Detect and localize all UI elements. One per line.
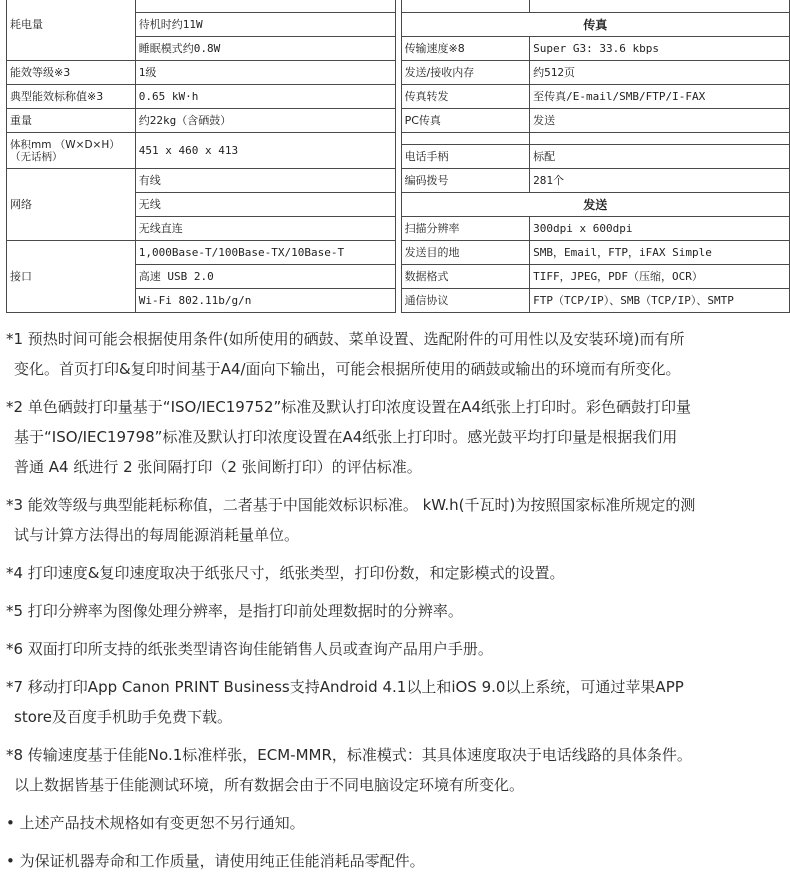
network-value: 无线直连 bbox=[135, 217, 395, 241]
weight-label: 重量 bbox=[7, 109, 136, 133]
fax-row-value: 发送 bbox=[530, 109, 790, 133]
send-row-value: 300dpi x 600dpi bbox=[530, 217, 790, 241]
fax-row-label: 编码拨号 bbox=[401, 169, 530, 193]
footnote: *8 传输速度基于佳能No.1标准样张，ECM-MMR，标准模式：其具体速度取决于电话线路的具体条件。 以上数据皆基于佳能测试环境，所有数据会由于不同电脑设定环境有所变化。 bbox=[6, 746, 692, 794]
fax-row-label: PC传真 bbox=[401, 109, 530, 133]
dimensions-value: 451 x 460 x 413 bbox=[135, 133, 395, 169]
fax-row-value: 至传真/E-mail/SMB/FTP/I-FAX bbox=[530, 85, 790, 109]
power-value: 睡眠模式约0.8W bbox=[135, 37, 395, 61]
footnote: *4 打印速度&复印速度取决于纸张尺寸，纸张类型，打印份数，和定影模式的设置。 bbox=[6, 564, 565, 582]
network-value: 有线 bbox=[135, 169, 395, 193]
fax-row-label: 传真转发 bbox=[401, 85, 530, 109]
interface-value: 1,000Base-T/100Base-TX/10Base-T bbox=[135, 241, 395, 265]
fax-row-value: 标配 bbox=[530, 145, 790, 169]
energy-grade-value: 1级 bbox=[135, 61, 395, 85]
dimensions-label: 体积mm （W×D×H）（无话柄） bbox=[7, 133, 136, 169]
footnote: *1 预热时间可能会根据使用条件(如所使用的硒鼓、菜单设置、选配附件的可用性以及安装环境)而有所 变化。首页打印&复印时间基于A4/面向下输出，可能会根据所使用的硒鼓或输出的环境而有所变化。 bbox=[6, 330, 685, 378]
fax-row-label: 传输速度※8 bbox=[401, 37, 530, 61]
send-row-label: 数据格式 bbox=[401, 265, 530, 289]
tec-label: 典型能效标称值※3 bbox=[7, 85, 136, 109]
energy-grade-label: 能效等级※3 bbox=[7, 61, 136, 85]
fax-row-label: 电话手柄 bbox=[401, 145, 530, 169]
network-value: 无线 bbox=[135, 193, 395, 217]
fax-row-value: Super G3: 33.6 kbps bbox=[530, 37, 790, 61]
disclaimer: • 上述产品技术规格如有变更恕不另行通知。 bbox=[6, 814, 305, 832]
send-row-value: SMB，Email，FTP，iFAX Simple bbox=[530, 241, 790, 265]
disclaimer: • 为保证机器寿命和工作质量，请使用纯正佳能消耗品零配件。 bbox=[6, 852, 425, 870]
footnote: *7 移动打印App Canon PRINT Business支持Android 4.1以上和iOS 9.0以上系统，可通过苹果APP store及百度手机助手免费下载。 bbox=[6, 678, 684, 726]
fax-section-header: 传真 bbox=[401, 13, 789, 37]
footnote: *3 能效等级与典型能耗标称值，二者基于中国能效标识标准。 kW.h(千瓦时)为按照国家标准所规定的测 试与计算方法得出的每周能源消耗量单位。 bbox=[6, 496, 696, 544]
power-value bbox=[135, 0, 395, 13]
tec-value: 0.65 kW·h bbox=[135, 85, 395, 109]
spec-table bbox=[6, 0, 790, 313]
interface-value: 高速 USB 2.0 bbox=[135, 265, 395, 289]
table-row bbox=[7, 0, 790, 13]
send-row-label: 通信协议 bbox=[401, 289, 530, 313]
send-row-label: 扫描分辨率 bbox=[401, 217, 530, 241]
footnote: *6 双面打印所支持的纸张类型请咨询佳能销售人员或查询产品用户手册。 bbox=[6, 640, 493, 658]
footnotes bbox=[6, 324, 790, 884]
power-label: 耗电量 bbox=[7, 0, 136, 61]
power-value: 待机时约11W bbox=[135, 13, 395, 37]
send-row-value: TIFF，JPEG，PDF（压缩，OCR） bbox=[530, 265, 790, 289]
send-section-header: 发送 bbox=[401, 193, 789, 217]
send-row-value: FTP（TCP/IP）、SMB（TCP/IP）、SMTP bbox=[530, 289, 790, 313]
network-label: 网络 bbox=[7, 169, 136, 241]
fax-row-value: 约512页 bbox=[530, 61, 790, 85]
interface-value: Wi-Fi 802.11b/g/n bbox=[135, 289, 395, 313]
fax-row-label: 发送/接收内存 bbox=[401, 61, 530, 85]
footnote: *2 单色硒鼓打印量基于“ISO/IEC19752”标准及默认打印浓度设置在A4纸张上打印时。彩色硒鼓打印量 基于“ISO/IEC19798”标准及默认打印浓度设置在A4纸张上打印时。感光鼓平均打印量是根据我们用 普通 A4 纸进行 2 张间隔打印（2 张间断打印）的评估标准。 bbox=[6, 398, 692, 476]
send-row-label: 发送目的地 bbox=[401, 241, 530, 265]
fax-row-value: 281个 bbox=[530, 169, 790, 193]
footnote: *5 打印分辨率为图像处理分辨率，是指打印前处理数据时的分辨率。 bbox=[6, 602, 463, 620]
interface-label: 接口 bbox=[7, 241, 136, 313]
weight-value: 约22kg（含硒鼓） bbox=[135, 109, 395, 133]
